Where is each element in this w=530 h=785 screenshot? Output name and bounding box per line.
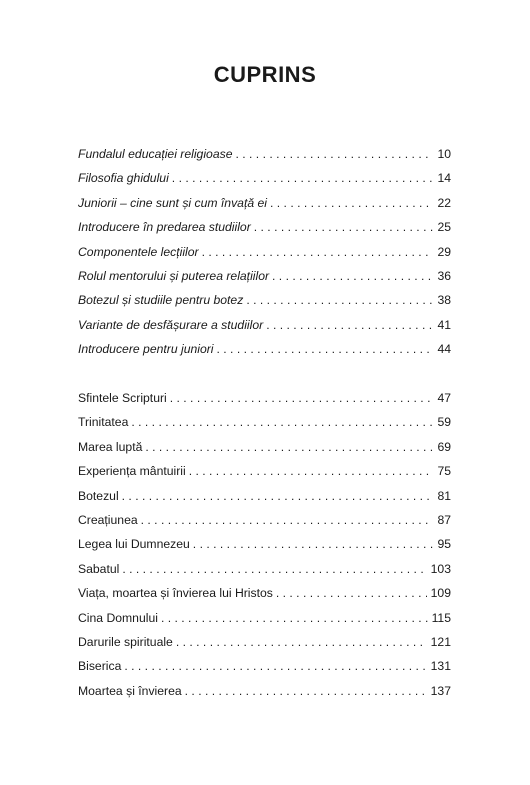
dot-leader <box>170 390 433 406</box>
toc-entry-label: Componentele lecțiilor <box>78 244 199 259</box>
toc-entry-label: Sabatul <box>78 561 120 576</box>
dot-leader <box>185 683 427 699</box>
dot-leader <box>272 268 433 284</box>
toc-entry-label: Juniorii – cine sunt și cum învață ei <box>78 195 267 210</box>
toc-entry-page: 75 <box>437 464 451 479</box>
toc-entry-label: Viața, moartea și învierea lui Hristos <box>78 586 273 601</box>
dot-leader <box>122 561 426 577</box>
toc-entry[interactable] <box>78 439 451 463</box>
dot-leader <box>172 170 433 186</box>
dot-leader <box>131 414 433 430</box>
toc-entry[interactable] <box>78 658 451 682</box>
toc-entry-page: 131 <box>430 659 451 674</box>
toc-entry[interactable] <box>78 341 451 365</box>
toc-entry[interactable] <box>78 195 451 219</box>
toc-entry-label: Cina Domnului <box>78 610 158 625</box>
toc-entry-label: Botezul <box>78 488 119 503</box>
toc-entry-label: Fundalul educației religioase <box>78 147 233 161</box>
toc-entry-page: 81 <box>437 488 451 503</box>
toc-entry[interactable] <box>78 268 451 292</box>
toc-entry-label: Introducere pentru juniori <box>78 342 214 357</box>
toc-entry-label: Introducere în predarea studiilor <box>78 220 251 235</box>
toc-entry-page: 95 <box>437 537 451 552</box>
dot-leader <box>189 463 433 479</box>
toc-entry-page: 44 <box>437 342 451 357</box>
dot-leader <box>235 146 433 162</box>
toc-entry-label: Marea luptă <box>78 439 143 454</box>
toc-entry-page: 14 <box>437 171 451 186</box>
toc-entry-label: Botezul și studiile pentru botez <box>78 293 244 308</box>
toc-section-intro <box>78 146 451 366</box>
toc-entry-label: Variante de desfășurare a studiilor <box>78 317 264 332</box>
dot-leader <box>161 610 428 626</box>
toc-entry[interactable] <box>78 317 451 341</box>
dot-leader <box>122 488 433 504</box>
toc-entry[interactable] <box>78 488 451 512</box>
dot-leader <box>217 341 434 357</box>
toc-entry-page: 38 <box>437 293 451 308</box>
dot-leader <box>193 536 433 552</box>
toc-entry-page: 47 <box>437 391 451 405</box>
dot-leader <box>254 219 433 235</box>
dot-leader <box>270 195 433 211</box>
toc-entry[interactable] <box>78 146 451 170</box>
dot-leader <box>176 634 427 650</box>
toc-entry-page: 137 <box>430 683 451 698</box>
toc-entry[interactable] <box>78 463 451 487</box>
toc-entry[interactable] <box>78 536 451 560</box>
toc-entry[interactable] <box>78 585 451 609</box>
toc-entry-label: Experiența mântuirii <box>78 464 186 479</box>
dot-leader <box>141 512 433 528</box>
toc-entry[interactable] <box>78 414 451 438</box>
toc-entry-page: 87 <box>437 512 451 527</box>
dot-leader <box>145 439 433 455</box>
toc-section-studies <box>78 390 451 707</box>
toc-entry-label: Rolul mentorului și puterea relațiilor <box>78 268 270 283</box>
toc-entry[interactable] <box>78 219 451 243</box>
toc-entry-page: 36 <box>437 268 451 283</box>
toc-entry[interactable] <box>78 244 451 268</box>
toc-entry[interactable] <box>78 683 451 707</box>
toc-entry-page: 115 <box>431 610 451 625</box>
toc-entry-label: Creațiunea <box>78 512 138 527</box>
toc-entry[interactable] <box>78 390 451 414</box>
dot-leader <box>246 292 433 308</box>
toc-entry-page: 69 <box>437 439 451 454</box>
toc-entry[interactable] <box>78 292 451 316</box>
dot-leader <box>266 317 433 333</box>
toc-entry-label: Moartea și învierea <box>78 683 182 698</box>
toc-entry-page: 41 <box>437 317 451 332</box>
toc-entry[interactable] <box>78 170 451 194</box>
toc-entry-label: Trinitatea <box>78 415 129 430</box>
dot-leader <box>276 585 427 601</box>
toc-entry-page: 10 <box>437 147 451 161</box>
toc-entry[interactable] <box>78 512 451 536</box>
toc-entry[interactable] <box>78 610 451 634</box>
toc-entry-label: Filosofia ghidului <box>78 171 169 186</box>
toc-entry-page: 103 <box>430 561 451 576</box>
toc-entry-label: Sfintele Scripturi <box>78 391 167 405</box>
toc-entry[interactable] <box>78 634 451 658</box>
toc-entry-page: 25 <box>437 220 451 235</box>
page-title: CUPRINS <box>213 62 317 87</box>
toc-entry-label: Darurile spirituale <box>78 634 173 649</box>
dot-leader <box>202 244 433 260</box>
toc-entry-page: 22 <box>437 195 451 210</box>
toc-entry-page: 29 <box>437 244 451 259</box>
toc-entry-page: 59 <box>437 415 451 430</box>
dot-leader <box>124 658 426 674</box>
toc-entry-label: Legea lui Dumnezeu <box>78 537 190 552</box>
toc-entry[interactable] <box>78 561 451 585</box>
toc-entry-label: Biserica <box>78 659 122 674</box>
toc-entry-page: 121 <box>430 634 451 649</box>
toc-entry-page: 109 <box>430 586 451 601</box>
